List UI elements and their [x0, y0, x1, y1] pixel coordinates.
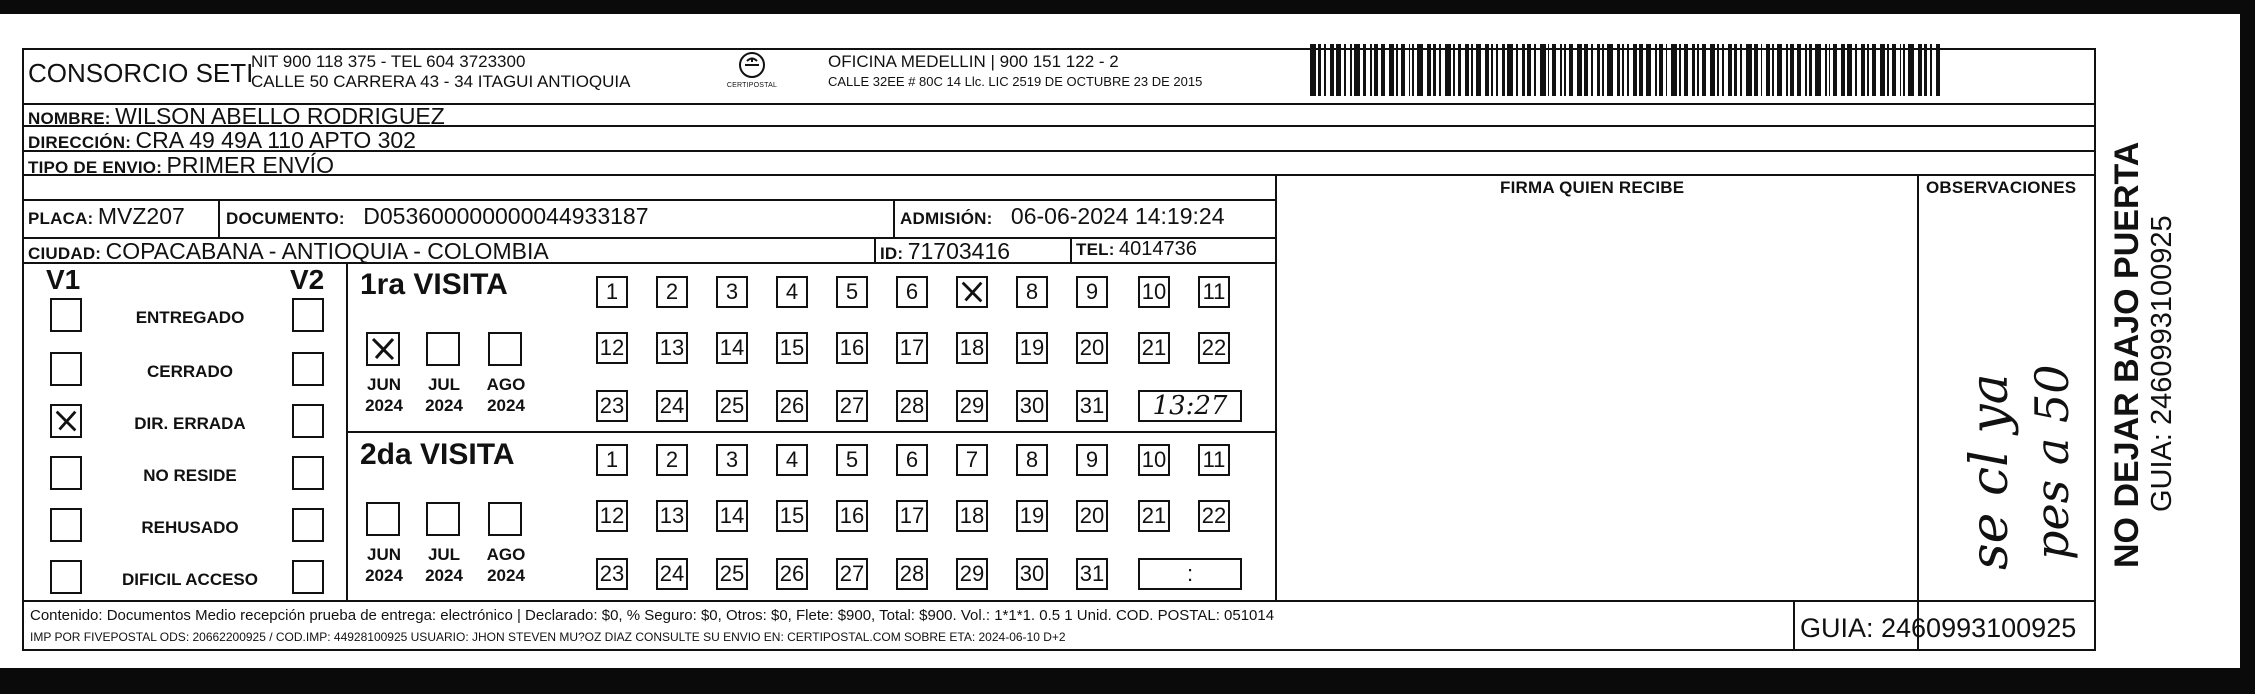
documento-value: D053600000000044933187 — [363, 203, 649, 229]
tel-row — [1076, 238, 1197, 261]
rule — [893, 199, 895, 238]
first-visit-day-25[interactable]: 25 — [716, 390, 748, 422]
handwritten-note — [1930, 270, 2090, 590]
second-visit-time-field[interactable]: : — [1138, 558, 1242, 590]
first-visit-day-7[interactable] — [956, 276, 988, 308]
second-visit-day-24[interactable]: 24 — [656, 558, 688, 590]
documento-row — [226, 203, 648, 230]
first-visit-month-box-0[interactable] — [366, 332, 400, 366]
second-visit-day-29[interactable]: 29 — [956, 558, 988, 590]
second-visit-day-2[interactable]: 2 — [656, 444, 688, 476]
second-visit-day-28[interactable]: 28 — [896, 558, 928, 590]
first-visit-day-14[interactable]: 14 — [716, 332, 748, 364]
first-visit-day-2[interactable]: 2 — [656, 276, 688, 308]
direccion-row — [28, 127, 416, 154]
second-visit-month-label: JUL 2024 — [425, 545, 463, 585]
first-visit-day-24[interactable]: 24 — [656, 390, 688, 422]
ciudad-label: CIUDAD: — [28, 244, 102, 263]
rule — [346, 262, 348, 601]
placa-row — [28, 203, 185, 230]
tel-value: 4014736 — [1119, 238, 1197, 260]
tipo-envio-value: PRIMER ENVÍO — [166, 152, 334, 178]
second-visit-day-6[interactable]: 6 — [896, 444, 928, 476]
placa-value: MVZ207 — [97, 203, 185, 229]
admision-value: 06-06-2024 14:19:24 — [1010, 203, 1225, 229]
first-visit-month-label: JUL 2024 — [425, 375, 463, 415]
direccion-label: DIRECCIÓN: — [28, 133, 132, 152]
second-visit-day-9[interactable]: 9 — [1076, 444, 1108, 476]
second-visit-day-5[interactable]: 5 — [836, 444, 868, 476]
second-visit-day-15[interactable]: 15 — [776, 500, 808, 532]
second-visit-day-8[interactable]: 8 — [1016, 444, 1048, 476]
first-visit-title: 1ra VISITA — [360, 268, 508, 301]
check-mark-icon — [52, 406, 80, 436]
rule — [1070, 237, 1072, 263]
second-visit-month-label: AGO 2024 — [486, 545, 526, 585]
tipo-envio-label: TIPO DE ENVIO: — [28, 158, 163, 177]
status-label: ENTREGADO — [135, 308, 245, 327]
status-label: NO RESIDE — [143, 466, 237, 485]
office-line-2: CALLE 32EE # 80C 14 Llc. LIC 2519 DE OCTUBRE 23 DE 2015 — [828, 74, 1203, 89]
second-visit-day-20[interactable]: 20 — [1076, 500, 1108, 532]
v1-checkbox-1[interactable] — [50, 352, 82, 386]
footer-line-2: IMP POR FIVEPOSTAL ODS: 20662200925 / COD.IMP: 44928100925 USUARIO: JHON STEVEN MU?OZ DIAZ CONSULTE SU ENVIO EN: CERTIPOSTAL.COM SOBRE ETA: 2024-06-10 D+2 — [30, 630, 1066, 644]
nombre-label: NOMBRE: — [28, 109, 111, 128]
first-visit-month-label: JUN 2024 — [365, 375, 403, 415]
v2-checkbox-1[interactable] — [292, 352, 324, 386]
rule — [22, 199, 1276, 201]
documento-label: DOCUMENTO: — [226, 209, 345, 228]
second-visit-day-12[interactable]: 12 — [596, 500, 628, 532]
nit-line-1: NIT 900 118 375 - TEL 604 3723300 — [251, 52, 526, 71]
handwritten-line-2: pes a 50 — [2025, 364, 2079, 560]
id-label: ID: — [880, 244, 904, 263]
rule — [2094, 150, 2096, 601]
first-visit-day-11[interactable]: 11 — [1198, 276, 1230, 308]
second-visit-day-1[interactable]: 1 — [596, 444, 628, 476]
check-mark-icon — [368, 334, 398, 364]
nit-line-2: CALLE 50 CARRERA 43 - 34 ITAGUI ANTIOQUIA — [251, 72, 631, 91]
placa-label: PLACA: — [28, 209, 94, 228]
admision-label: ADMISIÓN: — [900, 209, 993, 228]
v2-checkbox-2[interactable] — [292, 404, 324, 438]
first-visit-month-box-2[interactable] — [488, 332, 522, 366]
second-visit-day-25[interactable]: 25 — [716, 558, 748, 590]
second-visit-day-7[interactable]: 7 — [956, 444, 988, 476]
first-visit-day-4[interactable]: 4 — [776, 276, 808, 308]
first-visit-day-16[interactable]: 16 — [836, 332, 868, 364]
first-visit-day-30[interactable]: 30 — [1016, 390, 1048, 422]
v2-checkbox-5[interactable] — [292, 560, 324, 594]
second-visit-day-19[interactable]: 19 — [1016, 500, 1048, 532]
tipo-envio-row — [28, 152, 334, 179]
first-visit-day-23[interactable]: 23 — [596, 390, 628, 422]
first-visit-day-1[interactable]: 1 — [596, 276, 628, 308]
v2-checkbox-4[interactable] — [292, 508, 324, 542]
rule — [1793, 600, 1795, 650]
second-visit-day-31[interactable]: 31 — [1076, 558, 1108, 590]
first-visit-day-17[interactable]: 17 — [896, 332, 928, 364]
rule — [1275, 174, 1277, 601]
second-visit-month-box-0[interactable] — [366, 502, 400, 536]
v1-checkbox-5[interactable] — [50, 560, 82, 594]
first-visit-day-6[interactable]: 6 — [896, 276, 928, 308]
no-dejar-bajo-puerta: NO DEJAR BAJO PUERTA — [2108, 141, 2146, 568]
v1-checkbox-0[interactable] — [50, 298, 82, 332]
second-visit-day-30[interactable]: 30 — [1016, 558, 1048, 590]
first-visit-day-18[interactable]: 18 — [956, 332, 988, 364]
v1-checkbox-2[interactable] — [50, 404, 82, 438]
v2-checkbox-0[interactable] — [292, 298, 324, 332]
rule — [22, 600, 2096, 602]
rule — [346, 431, 1276, 433]
rule — [1917, 174, 1919, 650]
first-visit-day-10[interactable]: 10 — [1138, 276, 1170, 308]
top-border — [0, 0, 2255, 14]
first-visit-day-8[interactable]: 8 — [1016, 276, 1048, 308]
second-visit-month-box-2[interactable] — [488, 502, 522, 536]
nombre-value: WILSON ABELLO RODRIGUEZ — [115, 103, 445, 129]
first-visit-month-box-1[interactable] — [426, 332, 460, 366]
tel-label: TEL: — [1076, 240, 1115, 259]
footer-guia: GUIA: 2460993100925 — [1800, 613, 2077, 643]
direccion-value: CRA 49 49A 110 APTO 302 — [135, 127, 416, 153]
observaciones-label: OBSERVACIONES — [1926, 178, 2077, 197]
first-visit-day-31[interactable]: 31 — [1076, 390, 1108, 422]
side-guia: GUIA: 2460993100925 — [2146, 215, 2178, 512]
second-visit-day-21[interactable]: 21 — [1138, 500, 1170, 532]
first-visit-day-19[interactable]: 19 — [1016, 332, 1048, 364]
second-visit-day-16[interactable]: 16 — [836, 500, 868, 532]
v1-header: V1 — [46, 264, 81, 295]
first-visit-day-5[interactable]: 5 — [836, 276, 868, 308]
admision-row — [900, 203, 1225, 230]
check-mark-icon — [958, 278, 986, 306]
second-visit-day-10[interactable]: 10 — [1138, 444, 1170, 476]
logo-text: CERTIPOSTAL — [726, 82, 778, 89]
second-visit-day-27[interactable]: 27 — [836, 558, 868, 590]
second-visit-title: 2da VISITA — [360, 438, 515, 471]
first-visit-month-label: AGO 2024 — [486, 375, 526, 415]
office-line-1: OFICINA MEDELLIN | 900 151 122 - 2 — [828, 52, 1119, 71]
second-visit-day-4[interactable]: 4 — [776, 444, 808, 476]
bottom-border — [0, 668, 2255, 694]
first-visit-day-15[interactable]: 15 — [776, 332, 808, 364]
first-visit-day-28[interactable]: 28 — [896, 390, 928, 422]
handwritten-line-1: se cl ya — [1960, 373, 2020, 570]
v1-checkbox-3[interactable] — [50, 456, 82, 490]
first-visit-day-13[interactable]: 13 — [656, 332, 688, 364]
first-visit-day-9[interactable]: 9 — [1076, 276, 1108, 308]
first-visit-time-field[interactable]: 13:27 — [1138, 390, 1242, 422]
first-visit-day-12[interactable]: 12 — [596, 332, 628, 364]
second-visit-month-label: JUN 2024 — [365, 545, 403, 585]
v1-checkbox-4[interactable] — [50, 508, 82, 542]
status-label: DIFICIL ACCESO — [121, 570, 258, 589]
second-visit-day-13[interactable]: 13 — [656, 500, 688, 532]
second-visit-day-23[interactable]: 23 — [596, 558, 628, 590]
id-value: 71703416 — [907, 238, 1011, 264]
first-visit-day-26[interactable]: 26 — [776, 390, 808, 422]
second-visit-day-26[interactable]: 26 — [776, 558, 808, 590]
company-name: CONSORCIO SETI — [28, 58, 254, 88]
v2-header: V2 — [290, 264, 325, 295]
ciudad-value: COPACABANA - ANTIOQUIA - COLOMBIA — [105, 238, 549, 264]
first-visit-day-27[interactable]: 27 — [836, 390, 868, 422]
second-visit-month-box-1[interactable] — [426, 502, 460, 536]
second-visit-day-11[interactable]: 11 — [1198, 444, 1230, 476]
footer-line-1: Contenido: Documentos Medio recepción prueba de entrega: electrónico | Declarado: $0, % Seguro: $0, Otros: $0, Flete: $900, Total: $900. Vol.: 1*1*1. 0.5 1 Unid. COD. POSTAL: 051014 — [30, 607, 1275, 624]
first-visit-day-20[interactable]: 20 — [1076, 332, 1108, 364]
first-visit-day-21[interactable]: 21 — [1138, 332, 1170, 364]
v2-checkbox-3[interactable] — [292, 456, 324, 490]
second-visit-day-17[interactable]: 17 — [896, 500, 928, 532]
right-border — [2240, 0, 2255, 694]
rule — [218, 199, 220, 238]
first-visit-day-29[interactable]: 29 — [956, 390, 988, 422]
second-visit-day-18[interactable]: 18 — [956, 500, 988, 532]
first-visit-day-22[interactable]: 22 — [1198, 332, 1230, 364]
firma-label: FIRMA QUIEN RECIBE — [1500, 178, 1685, 197]
nombre-row — [28, 103, 445, 130]
status-label: CERRADO — [147, 362, 233, 381]
second-visit-day-14[interactable]: 14 — [716, 500, 748, 532]
second-visit-day-22[interactable]: 22 — [1198, 500, 1230, 532]
id-row — [880, 238, 1010, 265]
rule — [874, 237, 876, 263]
second-visit-day-3[interactable]: 3 — [716, 444, 748, 476]
ciudad-row — [28, 238, 549, 265]
status-label: REHUSADO — [141, 518, 239, 537]
status-label: DIR. ERRADA — [134, 414, 246, 433]
first-visit-day-3[interactable]: 3 — [716, 276, 748, 308]
